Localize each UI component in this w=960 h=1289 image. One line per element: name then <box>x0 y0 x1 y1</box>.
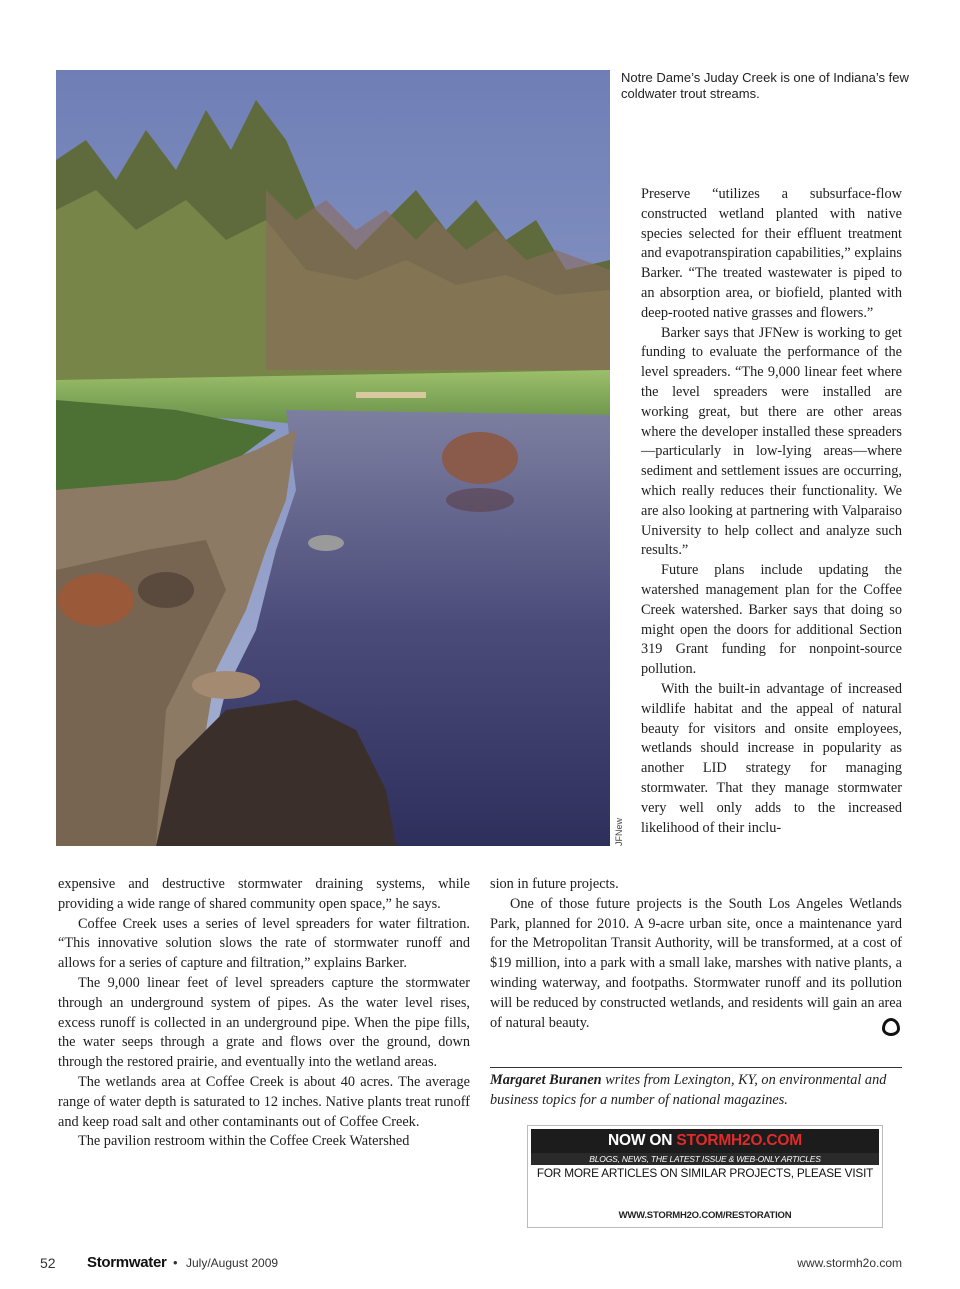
mid-column-text <box>490 875 902 1036</box>
promo-title <box>531 1129 879 1153</box>
photo-caption: Notre Dame’s Juday Creek is one of Indiana’s few coldwater trout streams. <box>621 70 909 101</box>
photo-credit: JFNew <box>614 817 624 846</box>
promo-header <box>531 1129 879 1180</box>
page-number: 52 <box>40 1255 56 1271</box>
paragraph: Preserve “utilizes a subsurface-flow constructed wetland planted with native species selected for their effluent treatment and evapotranspiration capabilities,” explains Barker. “The treated wastewater is piped to an absorption area, or biofield, planted with deep-rooted native grasses and flowers.” <box>641 186 902 321</box>
promo-title-prefix: NOW ON <box>608 1132 677 1149</box>
website-link[interactable]: www.stormh2o.com <box>797 1256 902 1270</box>
paragraph: Coffee Creek uses a series of level spreaders for water filtration. “This innovative solution slows the rate of stormwater runoff and allows for a series of capture and filtration,” explains Barker. <box>58 915 470 972</box>
paragraph: The pavilion restroom within the Coffee Creek Watershed <box>78 1133 410 1150</box>
paragraph: expensive and destructive stormwater draining systems, while providing a wide range of shared community open space,” he says. <box>58 876 470 912</box>
bullet-separator: • <box>173 1255 178 1270</box>
paragraph: Barker says that JFNew is working to get funding to evaluate the performance of the level spreaders. “The 9,000 linear feet where the level spreaders were installed are working great, but there are other areas where the developer installed these spreaders—particularly in low-lying areas—where sediment and settlement issues are occurring, which really reduces their functionality. We are also looking at partnering with Valparaiso University to help collect and analyze such results.” <box>641 324 902 559</box>
paragraph: sion in future projects. <box>490 876 619 892</box>
paragraph-text: One of those future projects is the South Los Angeles Wetlands Park, planned for 2010. A 9-acre urban site, once a maintenance yard for the Metropolitan Transit Authority, will be transformed, at a cost of $19 million, into a park with a small lake, marshes with native plants, a winding waterway, and footpaths. Stormwater runoff and its pollution will be reduced by constructed wetlands, and residents will gain an area of natural beauty. <box>490 895 902 1031</box>
web-promo-box[interactable] <box>527 1125 883 1228</box>
paragraph: The 9,000 linear feet of level spreaders capture the stormwater through an underground system of pipes. As the water level rises, excess runoff is collected in an underground pipe. When the pipe fills, the water seeps through a grate and flows over the ground, down through the restored prairie, and eventually into the wetland areas. <box>58 974 470 1071</box>
promo-line: FOR MORE ARTICLES ON SIMILAR PROJECTS, PLEASE VISIT <box>531 1165 879 1181</box>
creek-photo <box>56 70 610 846</box>
page-footer <box>40 1255 902 1273</box>
author-bio <box>490 1071 902 1110</box>
paragraph: With the built-in advantage of increased wildlife habitat and the appeal of natural beauty for visitors and onsite employees, wetlands should increase in popularity as another LID strategy for managing stormwater. That they manage stormwater very well only adds to the increased likelihood of their inclu- <box>641 680 902 836</box>
promo-url-link[interactable]: WWW.STORMH2O.COM/RESTORATION <box>618 1210 792 1221</box>
paragraph <box>490 895 902 1034</box>
promo-subtitle: BLOGS, NEWS, THE LATEST ISSUE & WEB-ONLY ARTICLES <box>531 1153 879 1165</box>
creek-photo-image <box>56 70 610 846</box>
end-of-article-icon <box>882 1018 900 1036</box>
promo-site-name: STORMH2O.COM <box>676 1132 802 1149</box>
right-column-text <box>641 185 902 838</box>
paragraph: The wetlands area at Coffee Creek is about 40 acres. The average range of water depth is saturated to 12 inches. Native plants treat runoff and keep road salt and other contaminants out of Coffee Creek. <box>58 1073 470 1130</box>
author-name: Margaret Buranen <box>490 1072 602 1088</box>
author-divider <box>490 1067 902 1068</box>
paragraph: Future plans include updating the watershed management plan for the Coffee Creek watershed. Barker says that doing so might open the doors for additional Section 319 Grant funding for nonpoint-source pollution. <box>641 562 902 678</box>
issue-date: July/August 2009 <box>186 1256 279 1270</box>
author-bio-text: writes from Lexington, KY, on environmental and business topics for a number of national magazines. <box>490 1072 887 1108</box>
left-column-text <box>58 875 470 1152</box>
magazine-name: Stormwater <box>87 1254 167 1271</box>
